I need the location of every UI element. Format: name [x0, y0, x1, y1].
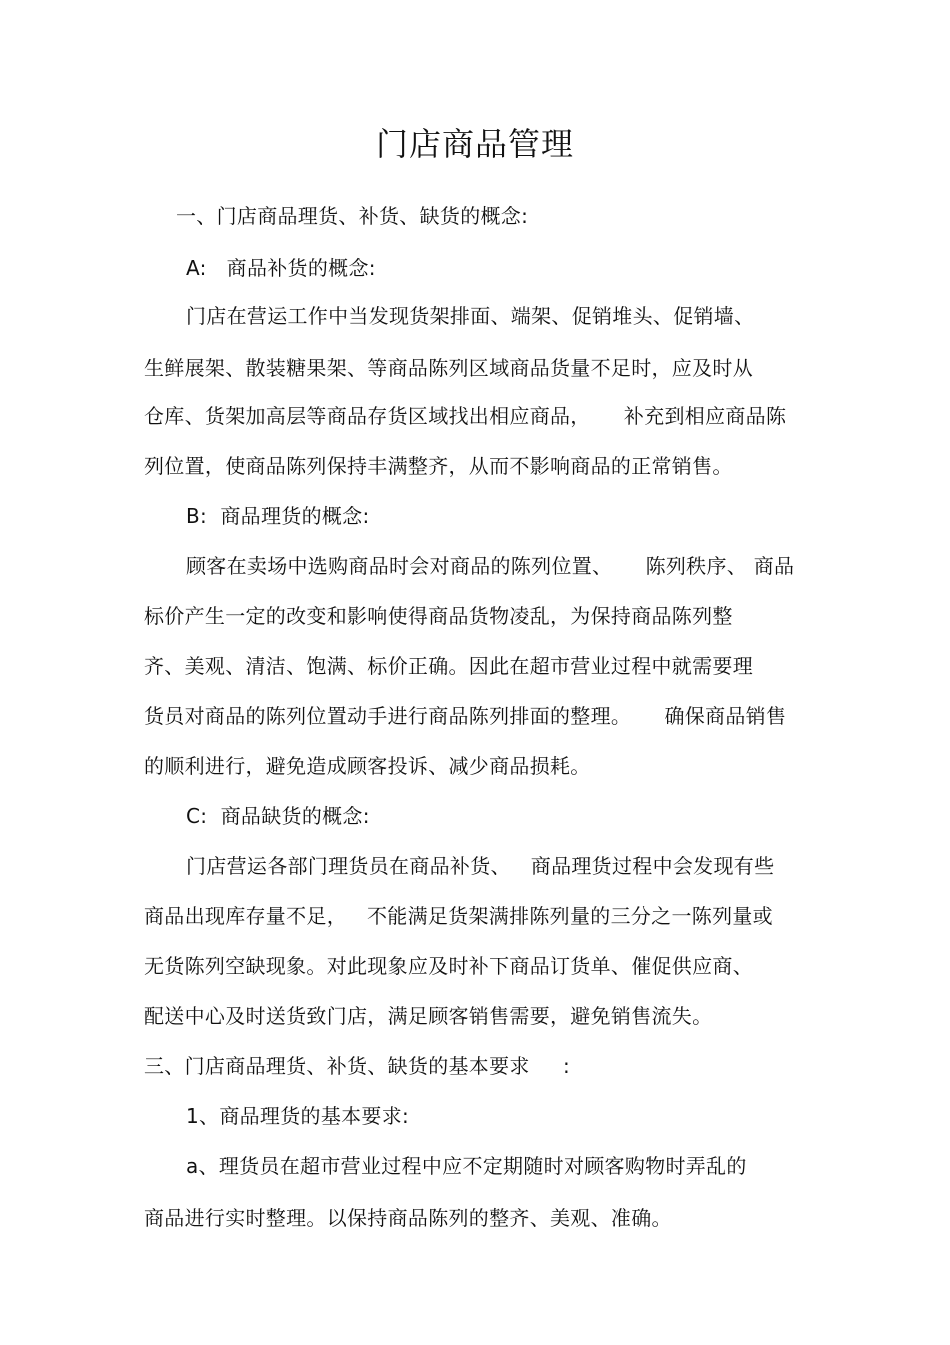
- subheading-tidying-requirements: 1、商品理货的基本要求:: [186, 1104, 410, 1128]
- section-heading-requirements: 三、门店商品理货、补货、缺货的基本要求 :: [144, 1054, 571, 1078]
- subheading-replenishment-concept: A: 商品补货的概念:: [186, 256, 376, 280]
- paragraph-line: 生鲜展架、散装糖果架、等商品陈列区域商品货量不足时，应及时从: [144, 356, 753, 380]
- paragraph-line: 商品进行实时整理。以保持商品陈列的整齐、美观、准确。: [144, 1206, 672, 1230]
- paragraph-line: 配送中心及时送货致门店，满足顾客销售需要，避免销售流失。: [144, 1004, 713, 1028]
- paragraph-line: 齐、美观、清洁、饱满、标价正确。因此在超市营业过程中就需要理: [144, 654, 753, 678]
- section-heading-concepts: 一、门店商品理货、补货、缺货的概念:: [176, 204, 529, 228]
- document-title: 门店商品管理: [375, 125, 574, 163]
- paragraph-line: 门店在营运工作中当发现货架排面、端架、促销堆头、促销墙、: [186, 304, 755, 328]
- subheading-tidying-concept: B: 商品理货的概念:: [186, 504, 370, 528]
- paragraph-line: 货员对商品的陈列位置动手进行商品陈列排面的整理。 确保商品销售: [144, 704, 787, 728]
- subheading-shortage-concept: C: 商品缺货的概念:: [186, 804, 370, 828]
- paragraph-line: 标价产生一定的改变和影响使得商品货物凌乱，为保持商品陈列整: [144, 604, 733, 628]
- paragraph-line: 仓库、货架加高层等商品存货区域找出相应商品， 补充到相应商品陈: [144, 404, 787, 428]
- paragraph-line: a、理货员在超市营业过程中应不定期随时对顾客购物时弄乱的: [186, 1154, 747, 1178]
- paragraph-line: 的顺利进行，避免造成顾客投诉、减少商品损耗。: [144, 754, 591, 778]
- paragraph-line: 门店营运各部门理货员在商品补货、 商品理货过程中会发现有些: [186, 854, 775, 878]
- paragraph-line: 商品出现库存量不足， 不能满足货架满排陈列量的三分之一陈列量或: [144, 904, 773, 928]
- paragraph-line: 无货陈列空缺现象。对此现象应及时补下商品订货单、催促供应商、: [144, 954, 753, 978]
- paragraph-line: 列位置，使商品陈列保持丰满整齐，从而不影响商品的正常销售。: [144, 454, 733, 478]
- paragraph-line: 顾客在卖场中选购商品时会对商品的陈列位置、 陈列秩序、 商品: [186, 554, 795, 578]
